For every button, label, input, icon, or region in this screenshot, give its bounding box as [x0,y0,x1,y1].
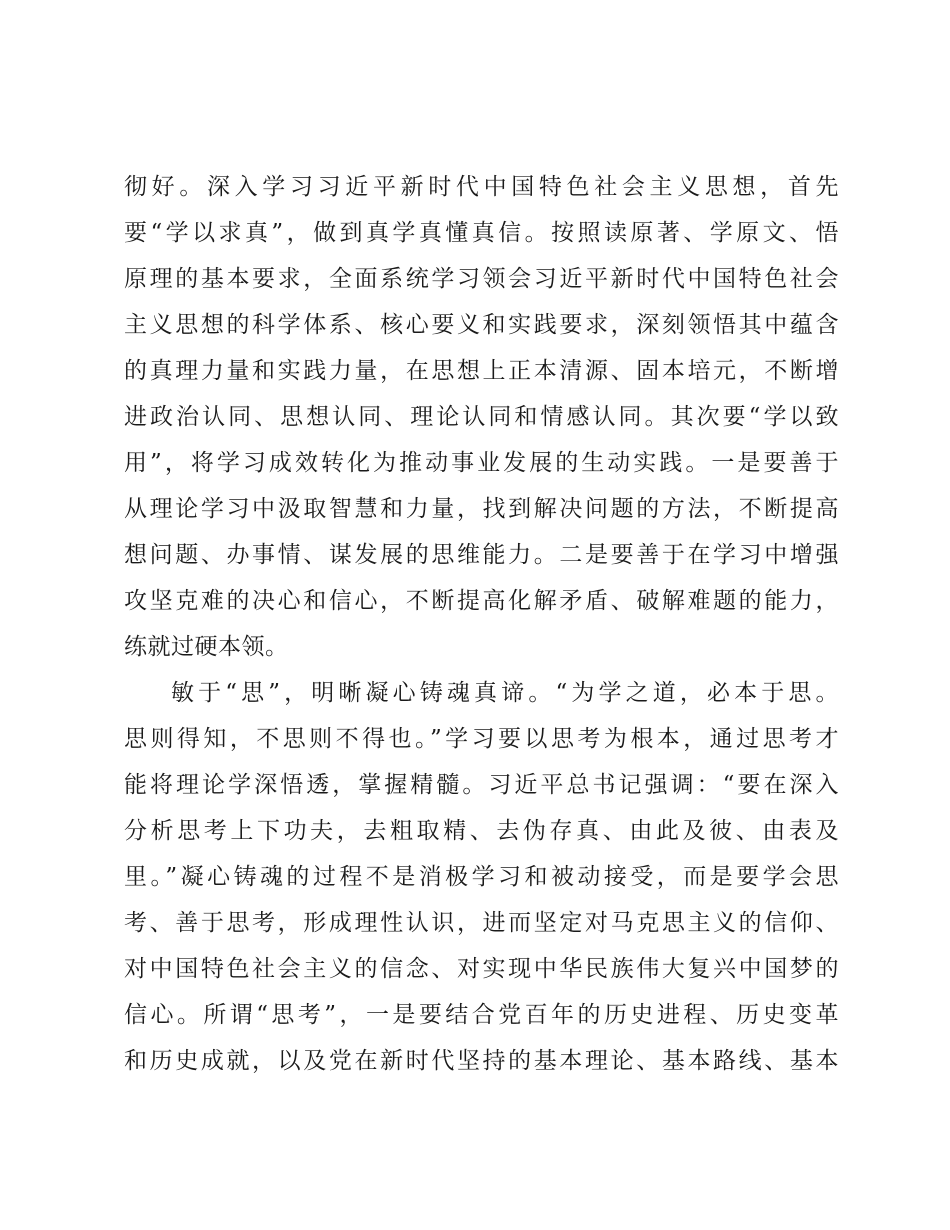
text-line: 对中国特色社会主义的信念、对实现中华民族伟大复兴中国梦的 [124,956,839,982]
text-line: 和历史成就，以及党在新时代坚持的基本理论、基本路线、基本 [124,1048,839,1074]
text-line-last: 练就过硬本领。 [124,634,289,660]
text-line: 用”，将学习成效转化为推动事业发展的生动实践。一是要善于 [124,450,839,476]
text-line: 攻坚克难的决心和信心，不断提高化解矛盾、破解难题的能力， [124,588,839,614]
text-line: 主义思想的科学体系、核心要义和实践要求，深刻领悟其中蕴含 [124,312,839,338]
text-line: 原理的基本要求，全面系统学习领会习近平新时代中国特色社会 [124,266,839,292]
text-line: 从理论学习中汲取智慧和力量，找到解决问题的方法，不断提高 [124,496,839,522]
text-line: 里。”凝心铸魂的过程不是消极学习和被动接受，而是要学会思 [124,864,839,890]
body-text [124,164,839,1084]
text-line: 思则得知，不思则不得也。”学习要以思考为根本，通过思考才 [124,726,839,752]
text-line: 能将理论学深悟透，掌握精髓。习近平总书记强调：“要在深入 [124,772,839,798]
text-line: 想问题、办事情、谋发展的思维能力。二是要善于在学习中增强 [124,542,839,568]
text-line-first: 敏于“思”，明晰凝心铸魂真谛。“为学之道，必本于思。 [171,680,839,706]
text-line: 要“学以求真”，做到真学真懂真信。按照读原著、学原文、悟 [124,220,839,246]
text-line: 彻好。深入学习习近平新时代中国特色社会主义思想，首先 [124,174,839,200]
text-line: 考、善于思考，形成理性认识，进而坚定对马克思主义的信仰、 [124,910,839,936]
text-line: 信心。所谓“思考”，一是要结合党百年的历史进程、历史变革 [124,1002,839,1028]
text-line: 的真理力量和实践力量，在思想上正本清源、固本培元，不断增 [124,358,839,384]
text-line: 进政治认同、思想认同、理论认同和情感认同。其次要“学以致 [124,404,839,430]
paragraph-1 [124,164,839,670]
paragraph-2 [124,670,839,1084]
text-line: 分析思考上下功夫，去粗取精、去伪存真、由此及彼、由表及 [124,818,839,844]
